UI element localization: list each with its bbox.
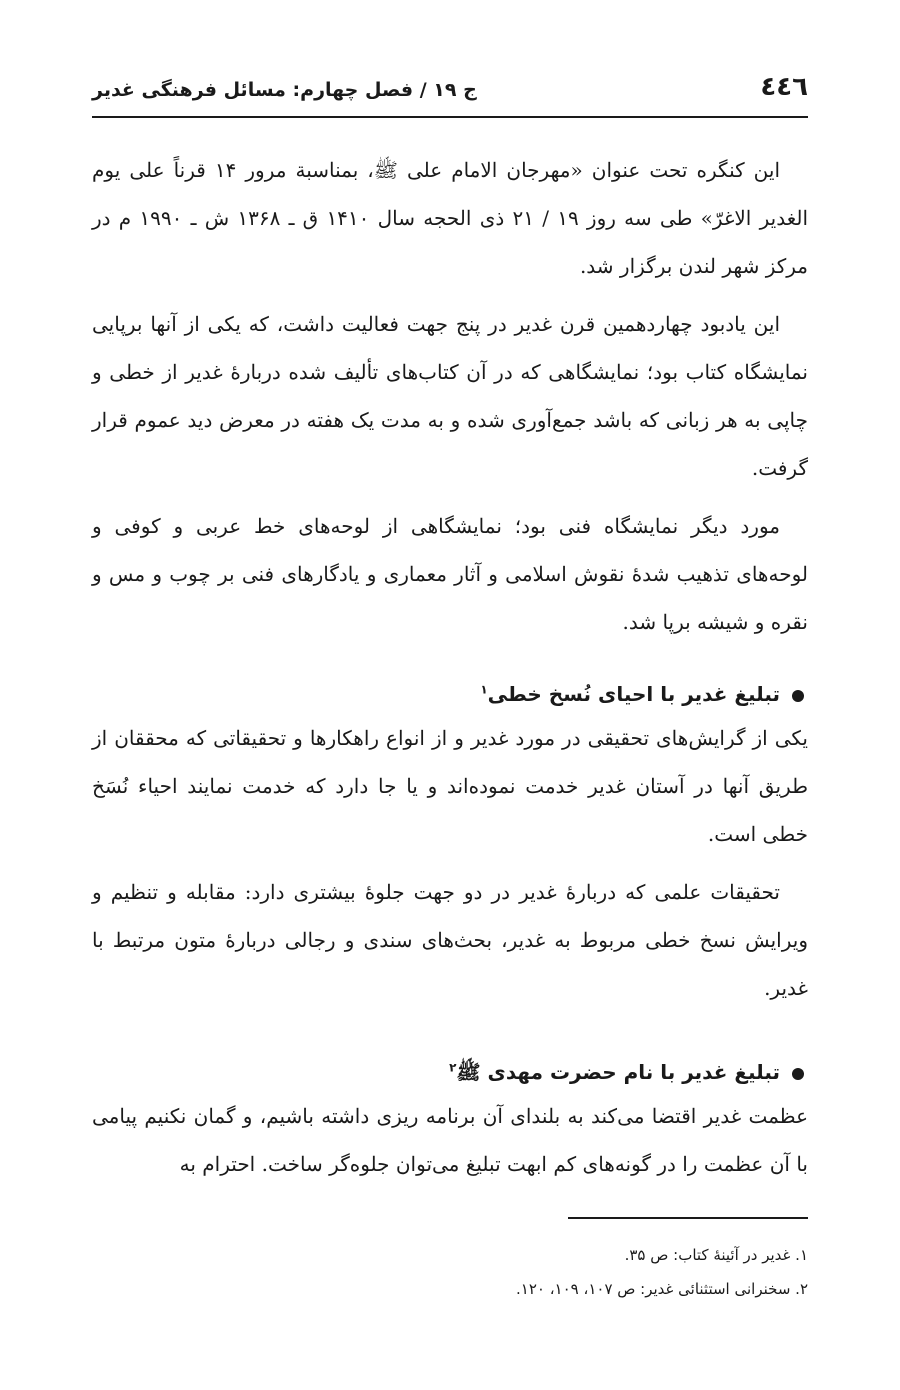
footnote-ref-1: ۱ xyxy=(480,682,488,697)
paragraph-research-1: یکی از گرایش‌های تحقیقی در مورد غدیر و از انواع راهکارها و تحقیقاتی که محققان از طریق آنها در آستان غدیر خدمت نموده‌اند و یا جا دارد که خدمت نمایند احیاء نُسَخ خطی است. xyxy=(92,726,808,846)
paragraph-congress: این کنگره تحت عنوان «مهرجان الامام علی ﷺ، بمناسبة مرور ۱۴ قرناً علی یوم الغدیر الاغرّ» طی سه روز ۱۹ / ۲۱ ذی الحجه سال ۱۴۱۰ ق ـ ۱۳۶۸ ش ـ ۱۹۹۰ م در مرکز شهر لندن برگزار شد. xyxy=(92,158,809,278)
paragraph-art-exhibition: مورد دیگر نمایشگاه فنی بود؛ نمایشگاهی از لوحه‌های خط عربی و کوفی و لوحه‌های تذهیب شدهٔ نقوش اسلامی و آثار معماری و یادگارهای فنی بر چوب و مس و نقره و شیشه برپا شد. xyxy=(92,514,808,634)
paragraph-mahdi: عظمت غدیر اقتضا می‌کند به بلندای آن برنامه ریزی داشته باشیم، و گمان نکنیم پیامی با آن عظمت را در گونه‌های کم ابهت تبلیغ می‌توان جلوه‌گر ساخت. احترام به xyxy=(92,1104,808,1176)
section-intro xyxy=(92,146,808,646)
bullet-icon xyxy=(792,690,804,702)
heading-manuscripts xyxy=(92,678,808,710)
footnote-1: ۱. غدیر در آئینهٔ کتاب: ص ۳۵. xyxy=(624,1246,808,1264)
section-mahdi xyxy=(92,1092,808,1188)
bullet-icon xyxy=(792,1068,804,1080)
heading-manuscripts-text: تبلیغ غدیر با احیای نُسخ خطی xyxy=(487,682,780,706)
running-title: ج ۱۹ / فصل چهارم: مسائل فرهنگی غدیر xyxy=(92,79,477,101)
paragraph-commemoration: این یادبود چهاردهمین قرن غدیر در پنج جهت فعالیت داشت، که یکی از آنها برپایی نمایشگاه کتاب بود؛ نمایشگاهی که در آن کتاب‌های تألیف شده دربارهٔ غدیر از خطی و چاپی به هر زبانی که باشد جمع‌آوری شده و به مدت یک هفته در معرض دید عموم قرار گرفت. xyxy=(92,312,808,480)
footnote-ref-2: ۲ xyxy=(449,1060,457,1075)
footnote-2: ۲. سخنرانی استثنائی غدیر: ص ۱۰۷، ۱۰۹، ۱۲۰. xyxy=(515,1280,808,1298)
footnote-divider xyxy=(568,1217,808,1219)
heading-mahdi-text: تبلیغ غدیر با نام حضرت مهدی ﷺ xyxy=(456,1060,780,1084)
footnotes xyxy=(92,1238,808,1306)
page-number: ٤٤٦ xyxy=(760,72,808,102)
section-manuscripts xyxy=(92,714,808,1012)
paragraph-research-2: تحقیقات علمی که دربارهٔ غدیر در دو جهت جلوهٔ بیشتری دارد: مقابله و تنظیم و ویرایش نسخ خطی مربوط به غدیر، بحث‌های سندی و رجالی دربارهٔ متون مرتبط با غدیر. xyxy=(92,880,808,1000)
heading-mahdi xyxy=(92,1056,808,1088)
running-header xyxy=(92,68,808,118)
